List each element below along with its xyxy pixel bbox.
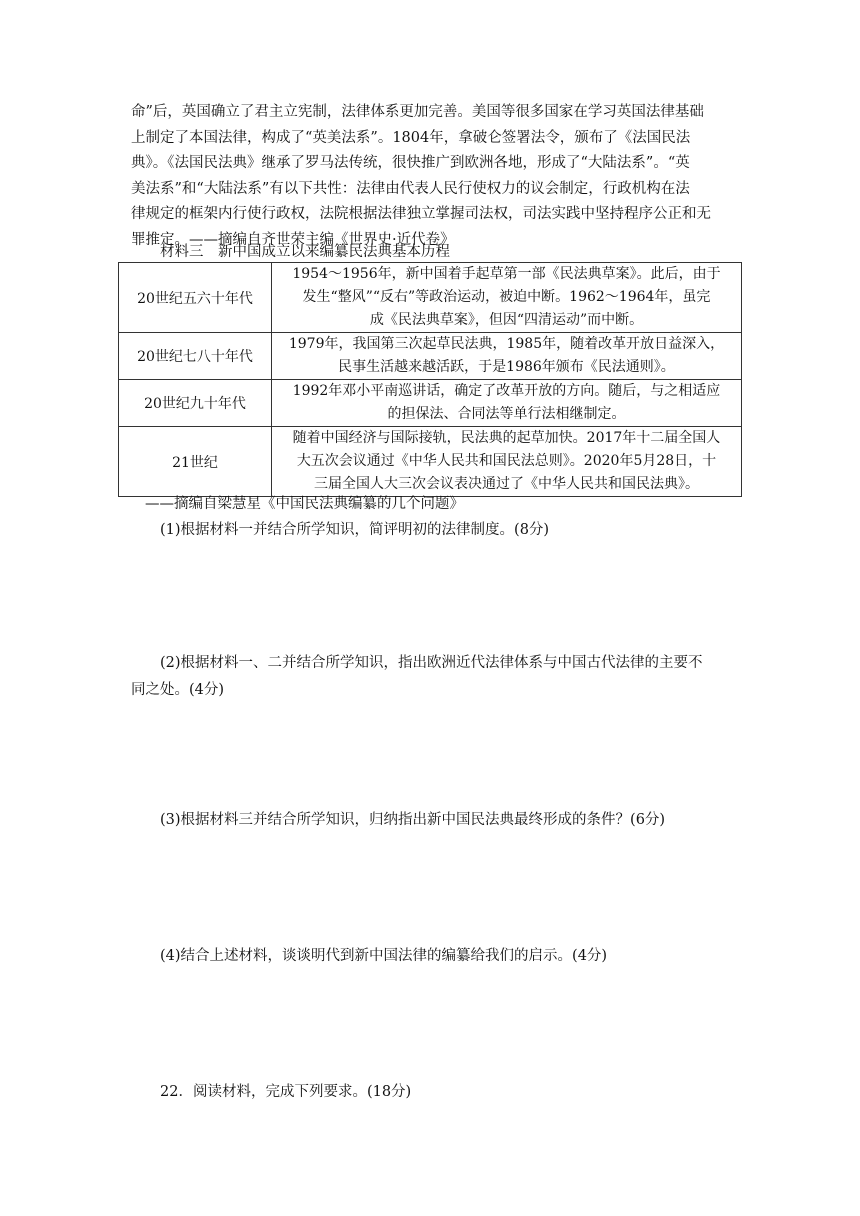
description-line: 1979年，我国第三次起草民法典，1985年，随着改革开放日益深入， (288, 336, 725, 352)
era-cell: 20世纪七八十年代 (119, 333, 272, 380)
description-line: 的担保法、合同法等单行法相继制定。 (387, 406, 626, 422)
era-cell: 20世纪九十年代 (119, 380, 272, 427)
description-line: 1954～1956年，新中国着手起草第一部《民法典草案》。此后，由于 (292, 266, 721, 282)
description-cell (272, 380, 742, 427)
description-line: 大五次会议通过《中华人民共和国民法总则》。2020年5月28日，十 (296, 453, 717, 469)
description-line: 三届全国人大三次会议表决通过了《中华人民共和国民法典》。 (314, 476, 699, 492)
question-22-heading: 22．阅读材料，完成下列要求。(18分) (160, 1084, 412, 1100)
description-line: 随着中国经济与国际接轨，民法典的起草加快。2017年十二届全国人 (292, 430, 721, 446)
era-cell: 20世纪五六十年代 (119, 263, 272, 333)
material-two-line: 命”后，英国确立了君主立宪制，法律体系更加完善。美国等很多国家在学习英国法律基础 (131, 104, 704, 120)
civil-code-history-table (118, 262, 742, 497)
table-row (119, 263, 742, 333)
material-two-line: 罪推定。——摘编自齐世荣主编《世界史·近代卷》 (131, 231, 455, 248)
question-2 (131, 650, 741, 704)
material-two-line: 典》。《法国民法典》继承了罗马法传统，很快推广到欧洲各地，形成了“大陆法系”。“英 (131, 155, 690, 171)
table-row (119, 427, 742, 497)
question-2-line: 同之处。(4分) (131, 682, 225, 698)
description-cell (272, 333, 742, 380)
material-two-line: 美法系”和“大陆法系”有以下共性：法律由代表人民行使权力的议会制定，行政机构在法 (131, 180, 690, 197)
material-two-text (131, 100, 741, 253)
era-cell: 21世纪 (119, 427, 272, 497)
question-2-line: (2)根据材料一、二并结合所学知识，指出欧洲近代法律体系与中国古代法律的主要不 (160, 655, 703, 671)
material-two-line: 上制定了本国法律，构成了“英美法系”。1804年，拿破仑签署法令，颁布了《法国民法 (131, 129, 691, 146)
description-cell (272, 427, 742, 497)
table-row (119, 380, 742, 427)
question-3: (3)根据材料三并结合所学知识，归纳指出新中国民法典最终形成的条件？(6分) (160, 812, 666, 828)
description-line: 成《民法典草案》，但因“四清运动”而中断。 (369, 312, 644, 328)
material-three-source: ——摘编自梁慧星《中国民法典编纂的几个问题》 (145, 496, 464, 512)
question-4: (4)结合上述材料，谈谈明代到新中国法律的编纂给我们的启示。(4分) (160, 948, 608, 964)
material-two-line: 律规定的框架内行使行政权，法院根据法律独立掌握司法权，司法实践中坚持程序公正和无 (131, 206, 711, 222)
question-1: (1)根据材料一并结合所学知识，简评明初的法律制度。(8分) (160, 522, 550, 538)
description-line: 民事生活越来越活跃，于是1986年颁布《民法通则》。 (338, 359, 675, 375)
description-cell (272, 263, 742, 333)
description-line: 发生“整风”“反右”等政治运动，被迫中断。1962～1964年，虽完 (302, 289, 711, 305)
description-line: 1992年邓小平南巡讲话，确定了改革开放的方向。随后，与之相适应 (292, 383, 721, 399)
material-three-caption: 材料三 新中国成立以来编纂民法典基本历程 (160, 244, 450, 260)
table-row (119, 333, 742, 380)
